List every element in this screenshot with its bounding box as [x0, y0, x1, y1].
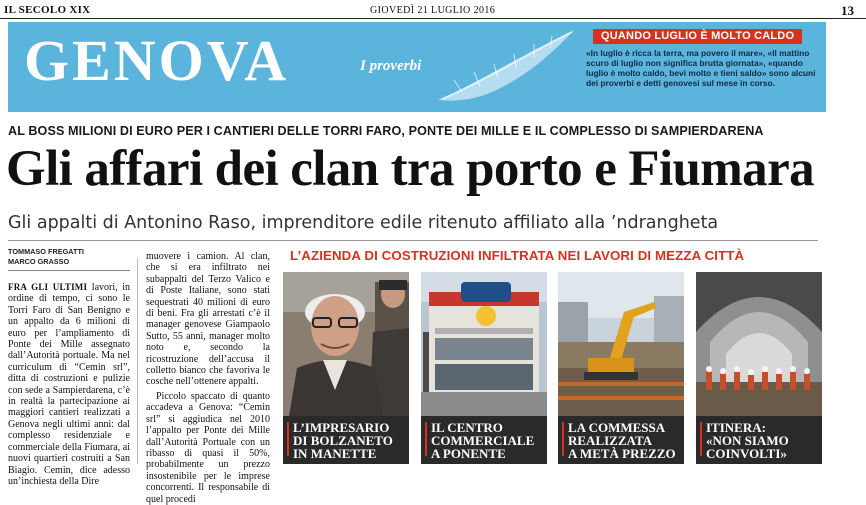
photo-shopping-center: [421, 272, 547, 416]
caption-accent-bar: [700, 422, 702, 456]
caption-line: COMMERCIALE: [431, 433, 535, 448]
caption-line: IN MANETTE: [293, 446, 377, 461]
byline-divider: [8, 270, 130, 271]
construction-site-image: [558, 272, 684, 416]
gallery-title: L’AZIENDA DI COSTRUZIONI INFILTRATA NEI LAVORI DI MEZZA CITTÀ: [290, 248, 745, 263]
caption-line: COINVOLTI»: [706, 446, 787, 461]
photo-tunnel: [696, 272, 822, 416]
tunnel-image: [696, 272, 822, 416]
article-headline: Gli affari dei clan tra porto e Fiumara: [6, 141, 815, 197]
banner-subtitle: I proverbi: [360, 58, 422, 74]
caption-line: LA COMMESSA: [568, 420, 666, 435]
newspaper-name: IL SECOLO XIX: [4, 4, 91, 16]
column-1-text: lavori, in ordine di tempo, ci sono le Torri Faro di San Benigno e un appalto da 6 milioni di euro per l’ampliamento di Ponte dei Mille assegnato dall’Autorità portuale. Ma nel curriculum di “Cemin srl”, ditta di costruzioni e pulizie con sede a Sampierdarena, c’è in realtà la partecipazione ai maggiori cantieri realizzati a Genova negli ultimi anni: dal complesso residenziale e commerciale della Fiumara, ai nuovi quartieri costruiti a San Biagio. Cemin, dice adesso un’inchiesta della Dire: [8, 282, 130, 487]
article-deck: Gli appalti di Antonino Raso, imprenditore edile ritenuto affiliato alla ’ndrangheta: [8, 213, 719, 233]
deck-divider: [8, 240, 818, 241]
caption-line: L’IMPRESARIO: [293, 420, 390, 435]
caption-line: ITINERA:: [706, 420, 766, 435]
proverbs-text: «In luglio è ricca la terra, ma povero il mare», «Il mattino scuro di luglio non significa brutta giornata», «quando luglio è molto caldo, bevi molto e tieni saldo» sono alcuni dei proverbi e detti genovesi sul mese in corso.: [586, 48, 816, 88]
caption-line: A PONENTE: [431, 446, 506, 461]
caption-accent-bar: [287, 422, 289, 456]
caption-line: IL CENTRO: [431, 420, 503, 435]
top-bar: [0, 0, 866, 20]
caption-tunnel: [696, 416, 822, 464]
byline: [8, 247, 84, 267]
caption-line: REALIZZATA: [568, 433, 653, 448]
caption-line: DI BOLZANETO: [293, 433, 393, 448]
caption-line: A METÀ PREZZO: [568, 446, 676, 461]
caption-accent-bar: [562, 422, 564, 456]
photo-entrepreneur: [283, 272, 409, 416]
shopping-center-image: [421, 272, 547, 416]
entrepreneur-portrait-image: [283, 272, 409, 416]
issue-date: GIOVEDÌ 21 LUGLIO 2016: [370, 5, 496, 16]
article-kicker: AL BOSS MILIONI DI EURO PER I CANTIERI DELLE TORRI FARO, PONTE DEI MILLE E IL COMPLESSO DI SAMPIERDARENA: [8, 124, 764, 138]
top-rule: [0, 18, 866, 19]
section-title: GENOVA: [24, 28, 290, 93]
author-name: TOMMASO FREGATTI: [8, 247, 84, 256]
quill-feather-icon: [432, 26, 582, 108]
column-divider: [137, 258, 138, 464]
author-name: MARCO GRASSO: [8, 257, 70, 266]
caption-accent-bar: [425, 422, 427, 456]
article-column-2: [146, 251, 270, 505]
photo-construction-site: [558, 272, 684, 416]
section-banner: [8, 22, 826, 112]
column-2-paragraph: muovere i camion. Al clan, che si era infiltrato nei subappalti del Terzo Valico e di Poste Italiane, sono stati sequestrati 40 milioni di euro di beni. Fra gli arrestati c’è il manager genovese Giampaolo Sutto, 55 anni, manager molto noto e, secondo la ricostruzione dell’accusa il colletto bianco che favoriva le cosche nell’ottenere appalti.: [146, 251, 270, 388]
proverbs-title: QUANDO LUGLIO È MOLTO CALDO: [593, 29, 802, 44]
article-column-1: [8, 282, 130, 487]
lead-in: FRA GLI ULTIMI: [8, 282, 88, 292]
page-number: 13: [841, 3, 854, 18]
column-2-paragraph: Piccolo spaccato di quanto accadeva a Genova: “Cemin srl” si aggiudica nel 2010 l’appalto per Ponte dei Mille dall’Autorità Portuale con un ribasso di quasi il 50%, probabilmente un prezzo insostenibile per le imprese concorrenti. Il responsabile di quel procedi: [146, 390, 270, 505]
caption-shopping-center: [421, 416, 547, 464]
caption-line: «NON SIAMO: [706, 433, 789, 448]
caption-entrepreneur: [283, 416, 409, 464]
caption-construction-site: [558, 416, 684, 464]
